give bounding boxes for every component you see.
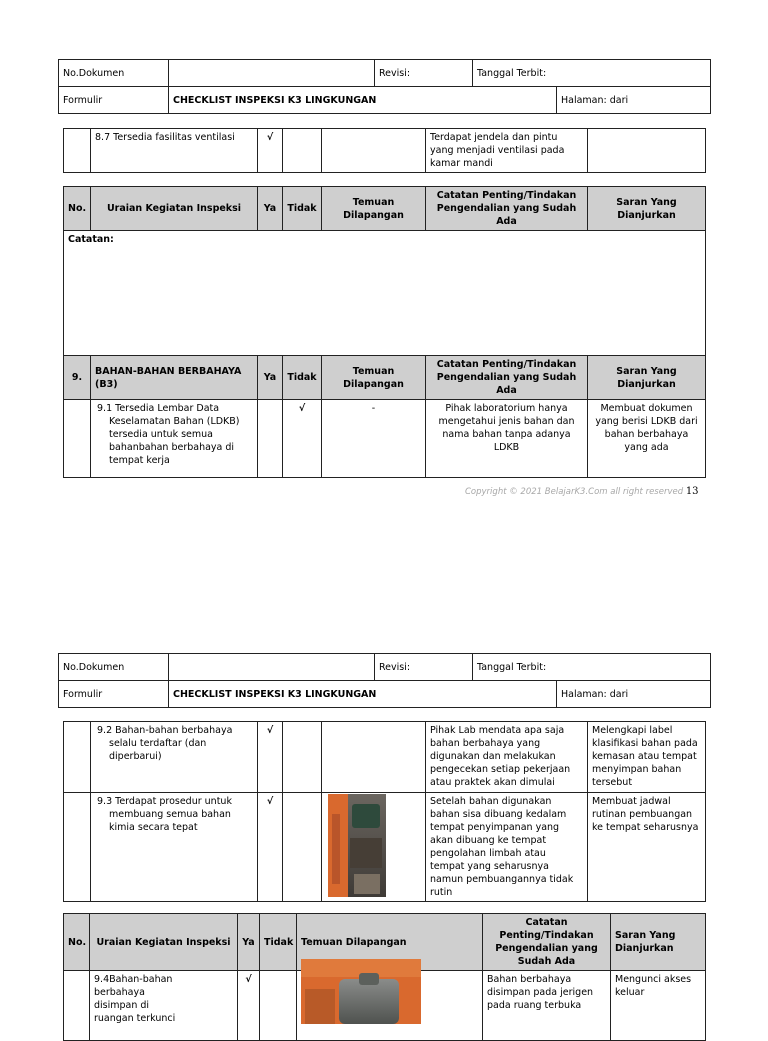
temuan-cell: - [322, 400, 426, 478]
tidak-check: √ [283, 400, 322, 478]
saran-cell [588, 129, 706, 173]
tidak-cell [283, 722, 322, 793]
col-no: No. [64, 187, 91, 231]
ya-check: √ [238, 971, 260, 1041]
col-no: No. [64, 914, 90, 971]
ya-check: √ [258, 793, 283, 902]
col-uraian: Uraian Kegiatan Inspeksi [91, 187, 258, 231]
col-ya: Ya [258, 187, 283, 231]
col-temuan: Temuan Dilapangan [297, 914, 483, 971]
saran-cell: Membuat jadwal rutinan pembuangan ke tempat seharusnya [588, 793, 706, 902]
no-dokumen-label: No.Dokumen [59, 654, 169, 681]
section-9-title: BAHAN-BAHAN BERBAHAYA (B3) [91, 356, 258, 400]
col-saran: Saran Yang Dianjurkan [588, 356, 706, 400]
col-tidak: Tidak [260, 914, 297, 971]
row-no [64, 793, 91, 902]
ya-check: √ [258, 722, 283, 793]
col-temuan: Temuan Dilapangan [322, 356, 426, 400]
form-title: CHECKLIST INSPEKSI K3 LINGKUNGAN [169, 681, 557, 708]
formulir-label: Formulir [59, 681, 169, 708]
col-catatan: Catatan Penting/Tindakan Pengendalian yang Sudah Ada [426, 187, 588, 231]
checklist-row-8-7 [63, 128, 706, 173]
row-uraian: 9.2 Bahan-bahan berbahaya selalu terdaftar (dan diperbarui) [91, 722, 258, 793]
halaman-label: Halaman: dari [557, 87, 711, 114]
formulir-label: Formulir [59, 87, 169, 114]
col-ya: Ya [238, 914, 260, 971]
row-no [64, 400, 91, 478]
col-saran: Saran Yang Dianjurkan [611, 914, 706, 971]
document-header [58, 59, 711, 114]
col-saran: Saran Yang Dianjurkan [588, 187, 706, 231]
document-header [58, 653, 711, 708]
page-number: 13 [685, 486, 699, 497]
col-tidak: Tidak [283, 187, 322, 231]
saran-cell: Mengunci akses keluar [611, 971, 706, 1041]
copyright-text: Copyright © 2021 BelajarK3.Com all right reserved [465, 487, 684, 497]
catatan-cell: Terdapat jendela dan pintu yang menjadi ventilasi pada kamar mandi [426, 129, 588, 173]
col-ya: Ya [258, 356, 283, 400]
ya-cell [258, 400, 283, 478]
row-uraian-text: 9.4Bahan-bahan berbahaya disimpan di ruangan terkunci [94, 974, 176, 1024]
form-title: CHECKLIST INSPEKSI K3 LINGKUNGAN [169, 87, 557, 114]
revisi-label: Revisi: [375, 60, 473, 87]
temuan-photo-shelf [328, 794, 386, 897]
col-catatan: Catatan Penting/Tindakan Pengendalian yang Sudah Ada [426, 356, 588, 400]
saran-cell: Membuat dokumen yang berisi LDKB dari bahan berbahaya yang ada [588, 400, 706, 478]
catatan-notes: Catatan: [64, 231, 706, 356]
section-9-no: 9. [64, 356, 91, 400]
revisi-label: Revisi: [375, 654, 473, 681]
tanggal-terbit-label: Tanggal Terbit: [473, 654, 711, 681]
checklist-table-b3 [63, 186, 706, 478]
copyright-footer [465, 486, 699, 497]
row-no [64, 971, 90, 1041]
temuan-cell [322, 722, 426, 793]
halaman-label: Halaman: dari [557, 681, 711, 708]
row-uraian [90, 971, 238, 1041]
col-temuan: Temuan Dilapangan [322, 187, 426, 231]
row-no [64, 129, 91, 173]
tidak-cell [283, 129, 322, 173]
row-no [64, 722, 91, 793]
tidak-cell [260, 971, 297, 1041]
tidak-cell [283, 793, 322, 902]
saran-cell: Melengkapi label klasifikasi bahan pada kemasan atau tempat menyimpan bahan tersebut [588, 722, 706, 793]
catatan-cell: Setelah bahan digunakan bahan sisa dibuang kedalam tempat penyimpanan yang akan dibuang ke tempat pengolahan limbah atau tempat yang seharusnya namun pembuangannya tidak rutin [426, 793, 588, 902]
temuan-cell [322, 129, 426, 173]
temuan-photo-jerrycan [301, 959, 421, 1024]
row-uraian: 9.3 Terdapat prosedur untuk membuang semua bahan kimia secara tepat [91, 793, 258, 902]
catatan-cell: Pihak laboratorium hanya mengetahui jenis bahan dan nama bahan tanpa adanya LDKB [426, 400, 588, 478]
row-uraian: 8.7 Tersedia fasilitas ventilasi [91, 129, 258, 173]
catatan-cell: Bahan berbahaya disimpan pada jerigen pada ruang terbuka [483, 971, 611, 1041]
ya-check: √ [258, 129, 283, 173]
col-catatan: Catatan Penting/Tindakan Pengendalian yang Sudah Ada [483, 914, 611, 971]
tanggal-terbit-label: Tanggal Terbit: [473, 60, 711, 87]
col-uraian: Uraian Kegiatan Inspeksi [90, 914, 238, 971]
no-dokumen-value [169, 60, 375, 87]
row-uraian: 9.1 Tersedia Lembar Data Keselamatan Bahan (LDKB) tersedia untuk semua bahanbahan berbahaya di tempat kerja [91, 400, 258, 478]
col-tidak: Tidak [283, 356, 322, 400]
no-dokumen-label: No.Dokumen [59, 60, 169, 87]
no-dokumen-value [169, 654, 375, 681]
catatan-cell: Pihak Lab mendata apa saja bahan berbahaya yang digunakan dan melakukan pengecekan setiap pekerjaan atau praktek akan dimulai [426, 722, 588, 793]
